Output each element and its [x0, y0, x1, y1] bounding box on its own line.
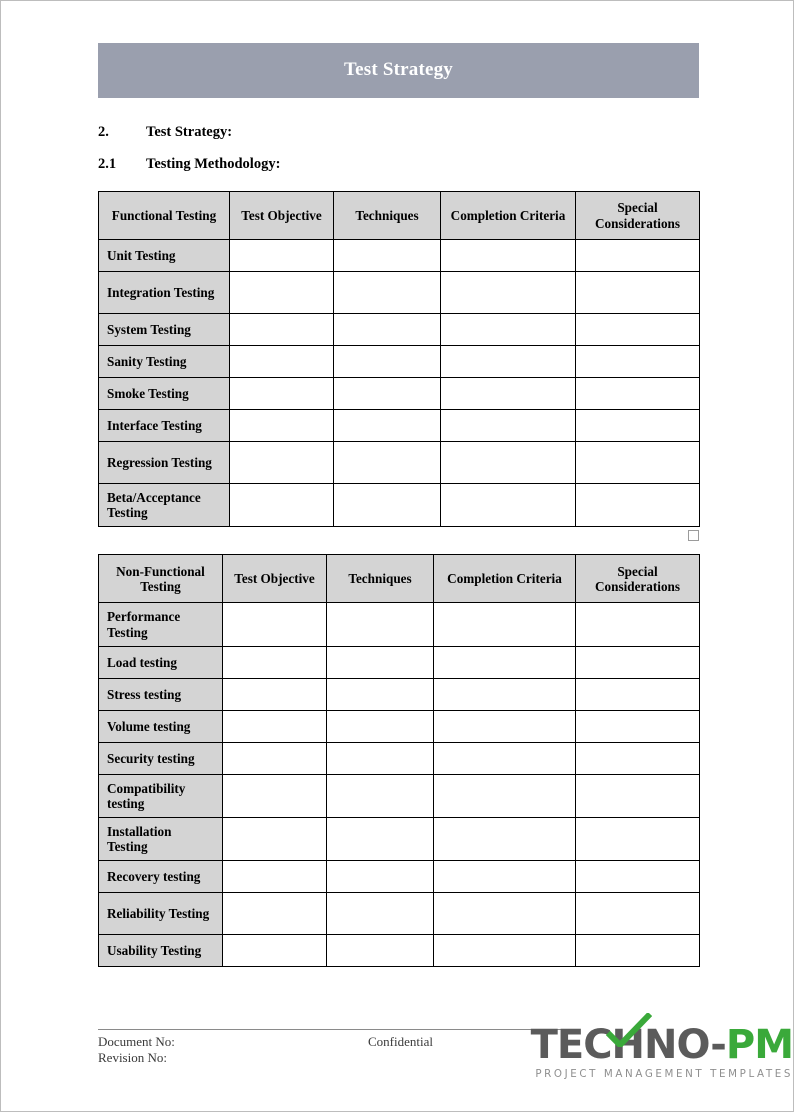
row-label: Installation Testing	[99, 818, 223, 861]
table-row	[99, 410, 700, 442]
heading-text: Testing Methodology:	[146, 156, 281, 172]
cell-techniques[interactable]	[327, 710, 434, 742]
cell-techniques[interactable]	[327, 774, 434, 817]
column-header-test-objective: Test Objective	[223, 555, 327, 603]
cell-techniques[interactable]	[334, 484, 441, 527]
row-label: Load testing	[99, 646, 223, 678]
row-label: Sanity Testing	[99, 346, 230, 378]
table-row	[99, 378, 700, 410]
table-row	[99, 603, 700, 646]
logo-text-part1: TECH	[530, 1022, 645, 1068]
cell-completion-criteria[interactable]	[434, 935, 576, 967]
cell-techniques[interactable]	[327, 893, 434, 935]
row-label: Compatibility testing	[99, 774, 223, 817]
page-title: Test Strategy	[98, 43, 699, 98]
table-row	[99, 710, 700, 742]
table-row	[99, 240, 700, 272]
column-header-test-objective: Test Objective	[230, 192, 334, 240]
cell-special-considerations[interactable]	[576, 378, 700, 410]
cell-completion-criteria[interactable]	[434, 646, 576, 678]
table-row	[99, 818, 700, 861]
cell-techniques[interactable]	[334, 314, 441, 346]
cell-techniques[interactable]	[327, 935, 434, 967]
cell-test-objective[interactable]	[230, 240, 334, 272]
cell-completion-criteria[interactable]	[441, 378, 576, 410]
cell-completion-criteria[interactable]	[441, 314, 576, 346]
revision-no-label: Revision No:	[98, 1049, 167, 1065]
cell-techniques[interactable]	[334, 272, 441, 314]
cell-techniques[interactable]	[327, 646, 434, 678]
column-header-techniques: Techniques	[327, 555, 434, 603]
cell-techniques[interactable]	[327, 861, 434, 893]
column-header-special-considerations: Special Considerations	[576, 192, 700, 240]
cell-test-objective[interactable]	[230, 272, 334, 314]
cell-completion-criteria[interactable]	[434, 893, 576, 935]
table-row	[99, 442, 700, 484]
table-row	[99, 774, 700, 817]
footer-left-block	[98, 1034, 175, 1065]
cell-completion-criteria[interactable]	[441, 442, 576, 484]
table-row	[99, 935, 700, 967]
logo-text-part3: PM	[725, 1022, 793, 1068]
table-row	[99, 346, 700, 378]
heading-text: Test Strategy:	[146, 124, 233, 140]
cell-special-considerations[interactable]	[576, 442, 700, 484]
cell-special-considerations[interactable]	[576, 935, 700, 967]
cell-completion-criteria[interactable]	[434, 678, 576, 710]
checkmark-icon	[606, 1013, 652, 1047]
cell-special-considerations[interactable]	[576, 861, 700, 893]
cell-test-objective[interactable]	[223, 935, 327, 967]
cell-techniques[interactable]	[334, 378, 441, 410]
row-label: Regression Testing	[99, 442, 230, 484]
table-row	[99, 742, 700, 774]
cell-test-objective[interactable]	[230, 346, 334, 378]
table-row	[99, 484, 700, 527]
cell-test-objective[interactable]	[230, 314, 334, 346]
cell-special-considerations[interactable]	[576, 818, 700, 861]
row-label: Unit Testing	[99, 240, 230, 272]
cell-test-objective[interactable]	[223, 646, 327, 678]
cell-special-considerations[interactable]	[576, 314, 700, 346]
document-no-label: Document No:	[98, 1034, 175, 1049]
cell-completion-criteria[interactable]	[434, 603, 576, 646]
heading-testing-methodology	[98, 156, 699, 173]
table-row	[99, 893, 700, 935]
cell-techniques[interactable]	[327, 678, 434, 710]
cell-techniques[interactable]	[334, 346, 441, 378]
row-label: Interface Testing	[99, 410, 230, 442]
cell-techniques[interactable]	[327, 818, 434, 861]
logo-tagline: PROJECT MANAGEMENT TEMPLATES	[535, 1068, 793, 1080]
row-label: Reliability Testing	[99, 893, 223, 935]
cell-special-considerations[interactable]	[576, 346, 700, 378]
cell-special-considerations[interactable]	[576, 742, 700, 774]
cell-completion-criteria[interactable]	[441, 346, 576, 378]
cell-test-objective[interactable]	[223, 861, 327, 893]
cell-test-objective[interactable]	[230, 442, 334, 484]
heading-number: 2.	[98, 124, 109, 140]
cell-completion-criteria[interactable]	[441, 484, 576, 527]
logo-text-part2: NO-	[644, 1022, 726, 1068]
cell-completion-criteria[interactable]	[434, 861, 576, 893]
cell-techniques[interactable]	[334, 240, 441, 272]
cell-special-considerations[interactable]	[576, 410, 700, 442]
table-row	[99, 678, 700, 710]
cell-test-objective[interactable]	[223, 678, 327, 710]
layout-anchor-marker	[688, 530, 699, 541]
confidential-label: Confidential	[368, 1034, 433, 1049]
cell-test-objective[interactable]	[223, 774, 327, 817]
row-label: Integration Testing	[99, 272, 230, 314]
functional-testing-table	[98, 191, 700, 527]
cell-completion-criteria[interactable]	[434, 710, 576, 742]
cell-test-objective[interactable]	[230, 484, 334, 527]
cell-special-considerations[interactable]	[576, 710, 700, 742]
cell-completion-criteria[interactable]	[434, 774, 576, 817]
cell-special-considerations[interactable]	[576, 603, 700, 646]
logo-wordmark	[530, 1022, 793, 1068]
row-label: System Testing	[99, 314, 230, 346]
cell-completion-criteria[interactable]	[434, 818, 576, 861]
cell-test-objective[interactable]	[230, 378, 334, 410]
row-label: Beta/Acceptance Testing	[99, 484, 230, 527]
column-header-functional-testing: Functional Testing	[99, 192, 230, 240]
row-label: Stress testing	[99, 678, 223, 710]
cell-test-objective[interactable]	[223, 710, 327, 742]
cell-test-objective[interactable]	[230, 410, 334, 442]
cell-special-considerations[interactable]	[576, 893, 700, 935]
cell-test-objective[interactable]	[223, 742, 327, 774]
heading-test-strategy	[98, 124, 699, 141]
row-label: Smoke Testing	[99, 378, 230, 410]
document-content	[98, 43, 699, 967]
row-label: Performance Testing	[99, 603, 223, 646]
cell-special-considerations[interactable]	[576, 678, 700, 710]
column-header-completion-criteria: Completion Criteria	[434, 555, 576, 603]
row-label: Security testing	[99, 742, 223, 774]
cell-completion-criteria[interactable]	[434, 742, 576, 774]
table-row	[99, 314, 700, 346]
cell-special-considerations[interactable]	[576, 646, 700, 678]
cell-techniques[interactable]	[327, 603, 434, 646]
cell-completion-criteria[interactable]	[441, 410, 576, 442]
table-row	[99, 861, 700, 893]
table-row	[99, 272, 700, 314]
cell-techniques[interactable]	[334, 442, 441, 484]
cell-special-considerations[interactable]	[576, 240, 700, 272]
column-header-nonfunctional-testing: Non-Functional Testing	[99, 555, 223, 603]
heading-number: 2.1	[98, 156, 117, 172]
row-label: Usability Testing	[99, 935, 223, 967]
nonfunctional-testing-table	[98, 554, 700, 967]
cell-special-considerations[interactable]	[576, 484, 700, 527]
cell-completion-criteria[interactable]	[441, 240, 576, 272]
table-header-row	[99, 555, 700, 603]
company-logo	[493, 1022, 793, 1080]
cell-special-considerations[interactable]	[576, 774, 700, 817]
cell-techniques[interactable]	[327, 742, 434, 774]
column-header-special-considerations: Special Considerations	[576, 555, 700, 603]
cell-completion-criteria[interactable]	[441, 272, 576, 314]
cell-techniques[interactable]	[334, 410, 441, 442]
table-header-row	[99, 192, 700, 240]
cell-test-objective[interactable]	[223, 818, 327, 861]
cell-test-objective[interactable]	[223, 603, 327, 646]
column-header-techniques: Techniques	[334, 192, 441, 240]
row-label: Recovery testing	[99, 861, 223, 893]
cell-test-objective[interactable]	[223, 893, 327, 935]
cell-special-considerations[interactable]	[576, 272, 700, 314]
row-label: Volume testing	[99, 710, 223, 742]
column-header-completion-criteria: Completion Criteria	[441, 192, 576, 240]
table-row	[99, 646, 700, 678]
